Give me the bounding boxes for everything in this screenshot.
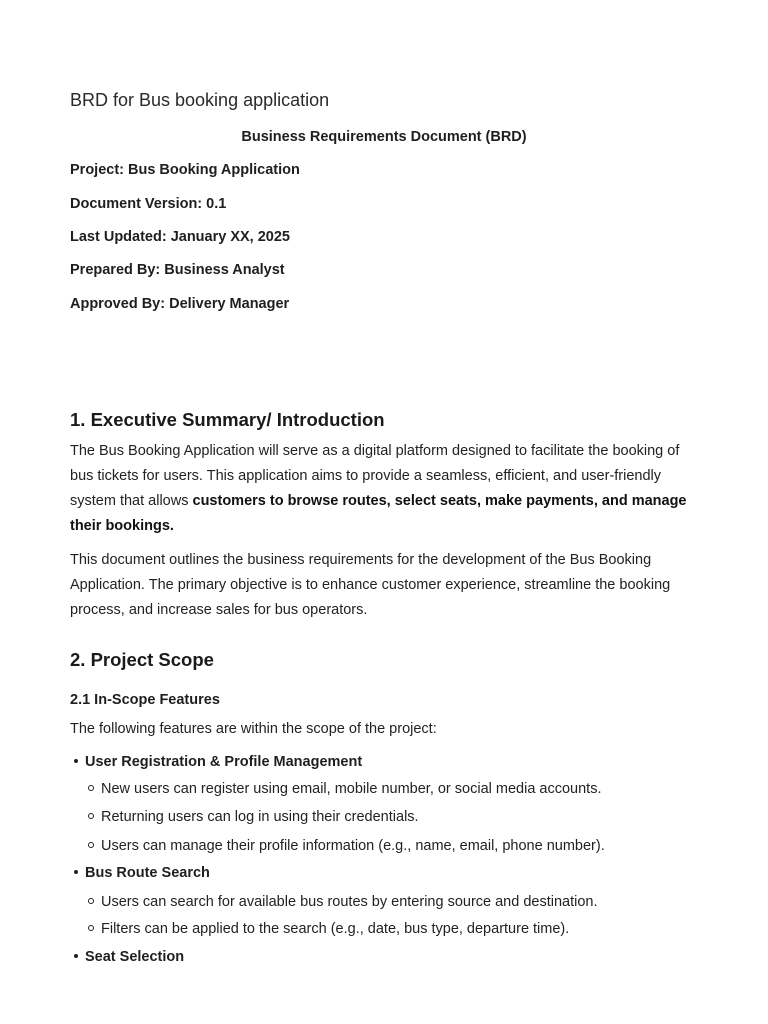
sub-bullet-icon bbox=[88, 785, 94, 791]
bullet-icon bbox=[74, 759, 78, 763]
bullet-icon bbox=[74, 954, 78, 958]
list-item bbox=[88, 809, 419, 825]
list-item bbox=[74, 865, 210, 881]
feature-name: Bus Route Search bbox=[85, 865, 210, 881]
meta-prepared-by: Prepared By: Business Analyst bbox=[70, 262, 285, 278]
meta-version: Document Version: 0.1 bbox=[70, 196, 227, 212]
paragraph-line: Application. The primary objective is to enhance customer experience, streamline the booking bbox=[70, 577, 671, 593]
section-heading-project-scope: 2. Project Scope bbox=[70, 649, 214, 670]
paragraph-line: The Bus Booking Application will serve as a digital platform designed to facilitate the booking of bbox=[70, 443, 680, 459]
sub-bullet-icon bbox=[88, 813, 94, 819]
meta-last-updated: Last Updated: January XX, 2025 bbox=[70, 229, 290, 245]
list-item bbox=[74, 949, 184, 965]
document-title: BRD for Bus booking application bbox=[70, 90, 330, 110]
sub-bullet-icon bbox=[88, 925, 94, 931]
paragraph-line: process, and increase sales for bus operators. bbox=[70, 602, 368, 618]
paragraph-line bbox=[70, 514, 710, 539]
section-heading-executive-summary: 1. Executive Summary/ Introduction bbox=[70, 409, 385, 430]
feature-name: User Registration & Profile Management bbox=[85, 754, 363, 770]
paragraph-line: This document outlines the business requirements for the development of the Bus Booking bbox=[70, 552, 652, 568]
paragraph-line: bus tickets for users. This application aims to provide a seamless, efficient, and user-friendly bbox=[70, 468, 662, 484]
list-item bbox=[88, 894, 598, 910]
scope-intro: The following features are within the scope of the project: bbox=[70, 721, 437, 737]
list-item bbox=[88, 838, 605, 854]
feature-detail: Users can search for available bus routes by entering source and destination. bbox=[101, 894, 598, 910]
brd-heading: Business Requirements Document (BRD) bbox=[241, 129, 527, 145]
bullet-icon bbox=[74, 870, 78, 874]
paragraph-emphasis: their bookings. bbox=[70, 518, 174, 534]
feature-detail: New users can register using email, mobile number, or social media accounts. bbox=[101, 781, 602, 797]
list-item bbox=[88, 781, 601, 797]
feature-detail: Filters can be applied to the search (e.g., date, bus type, departure time). bbox=[101, 921, 570, 937]
paragraph-objective bbox=[70, 548, 710, 623]
sub-bullet-icon bbox=[88, 842, 94, 848]
list-item bbox=[88, 921, 569, 937]
paragraph-line bbox=[70, 489, 710, 514]
feature-detail: Returning users can log in using their credentials. bbox=[101, 809, 419, 825]
meta-approved-by: Approved By: Delivery Manager bbox=[70, 296, 290, 312]
paragraph-emphasis: customers to browse routes, select seats, make payments, and manage bbox=[192, 493, 687, 509]
list-item bbox=[74, 754, 362, 770]
paragraph-introduction bbox=[70, 439, 710, 539]
subsection-heading-in-scope: 2.1 In-Scope Features bbox=[70, 692, 220, 708]
meta-project: Project: Bus Booking Application bbox=[70, 162, 300, 178]
feature-name: Seat Selection bbox=[85, 949, 185, 965]
paragraph-text: system that allows bbox=[70, 493, 193, 509]
sub-bullet-icon bbox=[88, 898, 94, 904]
feature-detail: Users can manage their profile information (e.g., name, email, phone number). bbox=[101, 838, 605, 854]
